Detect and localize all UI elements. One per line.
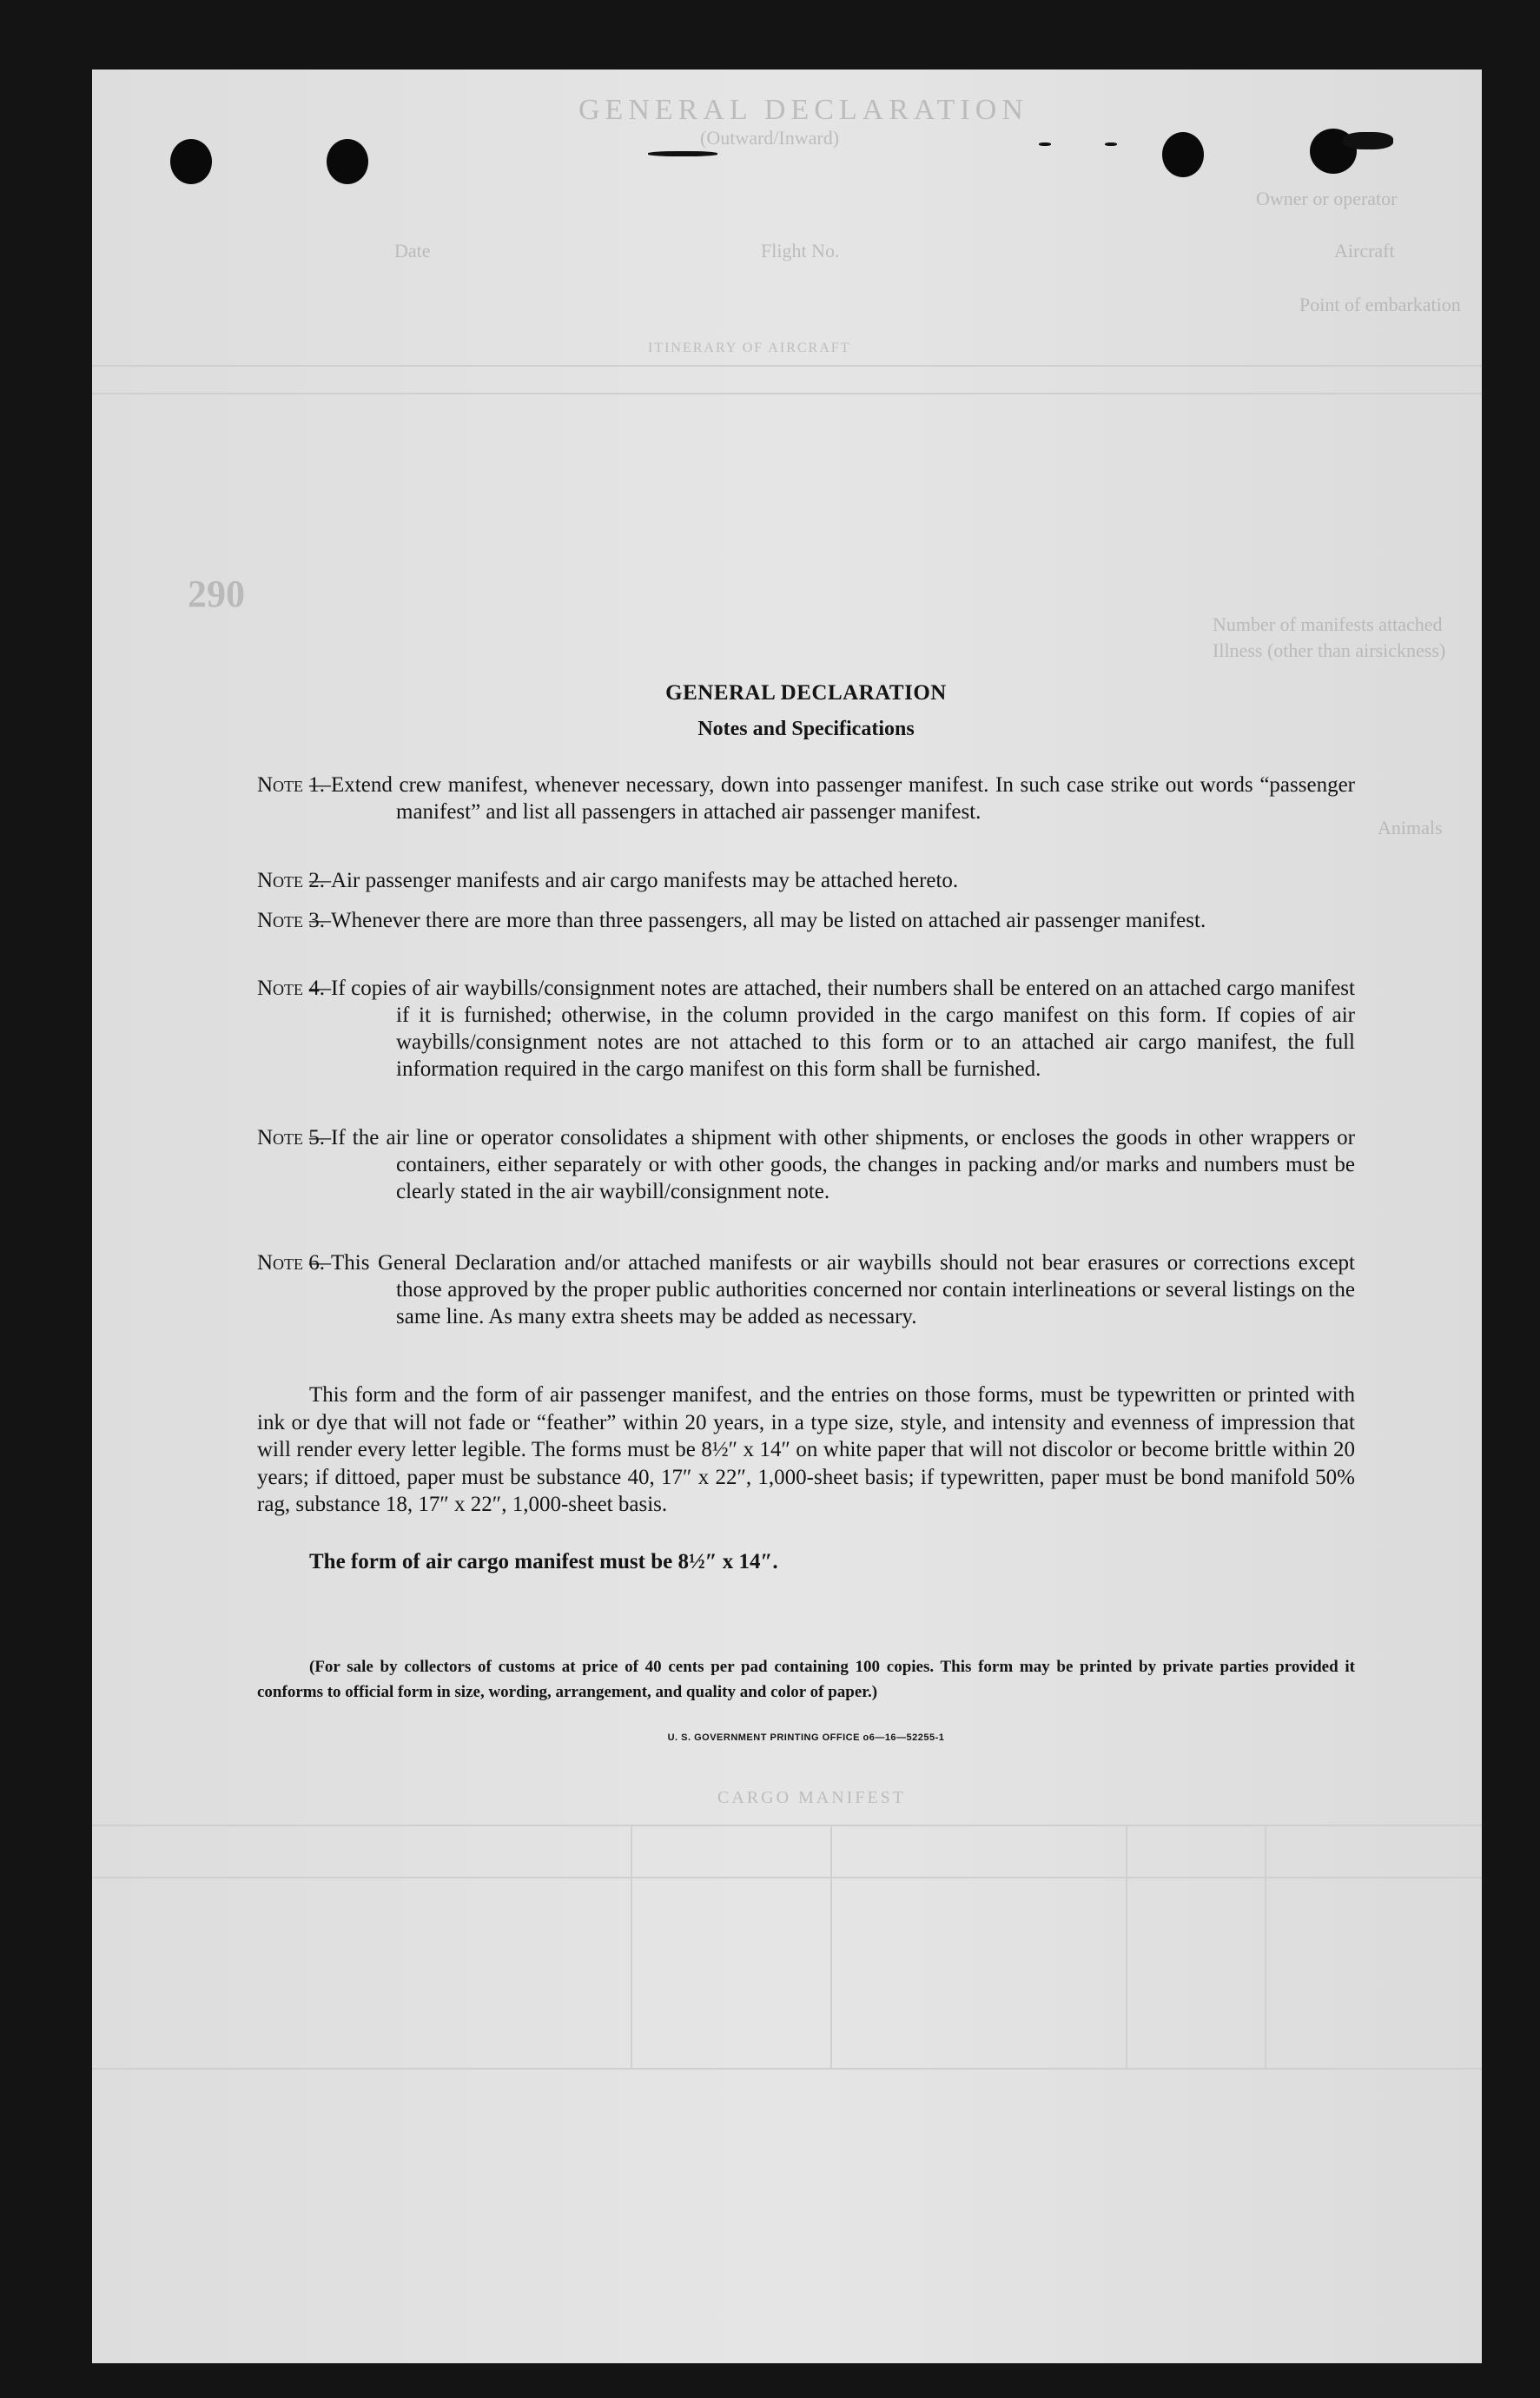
punch-hole-right-1 xyxy=(1162,132,1204,177)
bleed-stamp-number: 290 xyxy=(188,573,245,615)
bleed-header: GENERAL DECLARATION xyxy=(578,94,1028,126)
document-page xyxy=(92,70,1482,2363)
bleed-rule xyxy=(92,2068,1482,2070)
specification-paragraph: This form and the form of air passenger manifest, and the entries on those forms, must be typewritten or printed with ink or dye that will not fade or “feather” within 20 years, in a type size, style, and intensity and evenness of impression that will render every letter legible. The forms must be 8½″ x 14″ on white paper that will not discolor or become brittle within 20 years; if dittoed, paper must be substance 40, 17″ x 22″, 1,000-sheet basis; if typewritten, paper must be bond manifold 50% rag, substance 18, 17″ x 22″, 1,000-sheet basis. xyxy=(257,1383,1355,1516)
note-text: —Whenever there are more than three passengers, all may be listed on attached air passenger manifest. xyxy=(309,909,1206,932)
ink-smudge xyxy=(1343,132,1393,149)
bleed-rule xyxy=(92,1825,1482,1826)
ink-smudge-small xyxy=(648,151,717,156)
note-2 xyxy=(257,867,1355,894)
bleed-label-itinerary: ITINERARY OF AIRCRAFT xyxy=(648,341,851,355)
note-label: Note 3. xyxy=(257,909,326,932)
page-subtitle: Notes and Specifications xyxy=(697,718,915,740)
note-5 xyxy=(257,1124,1355,1205)
bleed-subheader: (Outward/Inward) xyxy=(700,127,840,149)
note-4 xyxy=(257,975,1355,1083)
bleed-label-owner: Owner or operator xyxy=(1256,188,1398,209)
note-3 xyxy=(257,907,1355,934)
bleed-label-aircraft: Aircraft xyxy=(1334,240,1395,262)
note-text: —Extend crew manifest, whenever necessary, down into passenger manifest. In such case strike out words “passenger manifest” and list all passengers in attached air passenger manifest. xyxy=(309,773,1355,824)
bleed-rule xyxy=(92,1877,1482,1878)
bleed-column-rule xyxy=(830,1825,832,2068)
bleed-rule xyxy=(92,393,1482,394)
bleed-rule xyxy=(92,365,1482,367)
printing-office-line: U. S. GOVERNMENT PRINTING OFFICE o6—16—52255-1 xyxy=(667,1732,945,1743)
note-text: —If copies of air waybills/consignment notes are attached, their numbers shall be entered on an attached cargo manifest if it is furnished; otherwise, in the column provided in the cargo manifest on this form. If copies of air waybills/consignment notes are not attached to this form or to an attached air cargo manifest, the full information required in the cargo manifest on this form shall be furnished. xyxy=(309,977,1355,1081)
note-6 xyxy=(257,1249,1355,1330)
bleed-column-rule xyxy=(631,1825,632,2068)
ink-mark xyxy=(1039,142,1051,146)
bleed-label-date: Date xyxy=(394,240,431,262)
bleed-label-illness: Illness (other than airsickness) xyxy=(1213,639,1446,661)
punch-hole-left-1 xyxy=(170,139,212,184)
bleed-label-flight: Flight No. xyxy=(761,240,840,262)
bleed-label-manifests: Number of manifests attached xyxy=(1213,613,1443,635)
punch-hole-left-2 xyxy=(327,139,368,184)
note-1 xyxy=(257,772,1355,825)
bleed-column-rule xyxy=(1126,1825,1127,2068)
note-label: Note 4. xyxy=(257,977,326,1000)
bleed-label-embark: Point of embarkation xyxy=(1299,294,1461,315)
note-label: Note 5. xyxy=(257,1126,326,1149)
note-label: Note 6. xyxy=(257,1251,326,1275)
bleed-label-cargo: CARGO MANIFEST xyxy=(717,1788,907,1807)
bleed-label-animals: Animals xyxy=(1378,817,1443,838)
sale-notice: (For sale by collectors of customs at price of 40 cents per pad containing 100 copies. This form may be printed by private parties provided it conforms to official form in size, wording, arrangement, and quality and color of paper.) xyxy=(257,1658,1355,1701)
note-text: —This General Declaration and/or attached manifests or air waybills should not bear erasures or corrections except those approved by the proper public authorities concerned nor contain interlineations or several listings on the same line. As many extra sheets may be added as necessary. xyxy=(309,1251,1355,1328)
note-label: Note 2. xyxy=(257,869,326,892)
note-text: —If the air line or operator consolidates a shipment with other shipments, or encloses the goods in other wrappers or containers, either separately or with other goods, the changes in packing and/or marks and numbers must be clearly stated in the air waybill/consignment note. xyxy=(309,1126,1355,1203)
ink-mark-2 xyxy=(1105,142,1117,146)
page-title: GENERAL DECLARATION xyxy=(665,681,947,705)
cargo-form-size: The form of air cargo manifest must be 8½″ x 14″. xyxy=(309,1550,778,1573)
note-label: Note 1. xyxy=(257,773,326,797)
bleed-column-rule xyxy=(1265,1825,1266,2068)
note-text: —Air passenger manifests and air cargo manifests may be attached hereto. xyxy=(309,869,959,892)
